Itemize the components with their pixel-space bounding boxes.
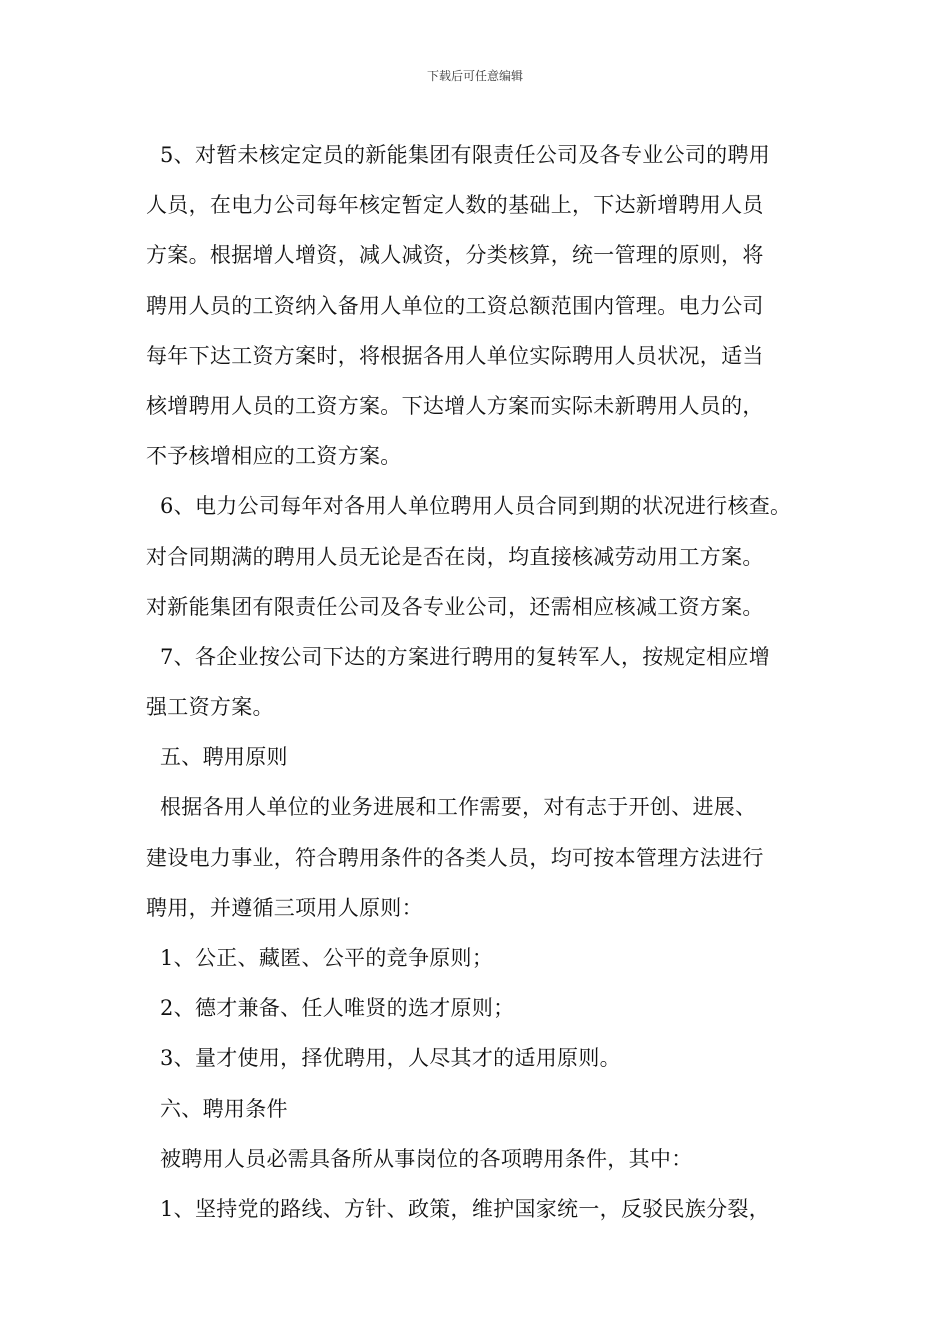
text-line: 每年下达工资方案时，将根据各用人单位实际聘用人员状况，适当 <box>146 343 764 368</box>
text-line: 强工资方案。 <box>146 695 274 720</box>
text-line: 聘用，并遵循三项用人原则： <box>146 895 423 920</box>
text-line: 人员，在电力公司每年核定暂定人数的基础上，下达新增聘用人员 <box>146 193 764 218</box>
text-line: 5、对暂未核定定员的新能集团有限责任公司及各专业公司的聘用 <box>160 143 771 167</box>
section-heading: 六、聘用条件 <box>160 1096 288 1121</box>
text-line: 7、各企业按公司下达的方案进行聘用的复转军人，按规定相应增 <box>160 644 771 669</box>
page-header: 下载后可任意编辑 <box>426 69 523 83</box>
text-line: 6、电力公司每年对各用人单位聘用人员合同到期的状况进行核查。 <box>160 494 792 519</box>
text-line: 聘用人员的工资纳入备用人单位的工资总额范围内管理。电力公司 <box>146 293 764 318</box>
list-item: 1、坚持党的路线、方针、政策，维护国家统一，反驳民族分裂， <box>160 1196 771 1221</box>
text-line: 被聘用人员必需具备所从事岗位的各项聘用条件，其中： <box>160 1146 693 1171</box>
text-line: 方案。根据增人增资，减人减资，分类核算，统一管理的原则，将 <box>146 243 764 268</box>
text-line: 根据各用人单位的业务进展和工作需要，对有志于开创、进展、 <box>160 795 757 820</box>
section-heading: 五、聘用原则 <box>160 745 288 770</box>
text-line: 对合同期满的聘用人员无论是否在岗，均直接核减劳动用工方案。 <box>146 544 764 569</box>
list-item: 1、公正、藏匿、公平的竞争原则； <box>160 946 494 970</box>
text-line: 对新能集团有限责任公司及各专业公司，还需相应核减工资方案。 <box>146 594 764 619</box>
document-body <box>146 130 816 1234</box>
text-line: 不予核增相应的工资方案。 <box>146 444 402 469</box>
list-item: 3、量才使用，择优聘用，人尽其才的适用原则。 <box>160 1046 621 1071</box>
list-item: 2、德才兼备、任人唯贤的选才原则； <box>160 996 515 1021</box>
text-line: 建设电力事业，符合聘用条件的各类人员，均可按本管理方法进行 <box>146 845 764 870</box>
text-line: 核增聘用人员的工资方案。下达增人方案而实际未新聘用人员的， <box>146 393 764 418</box>
